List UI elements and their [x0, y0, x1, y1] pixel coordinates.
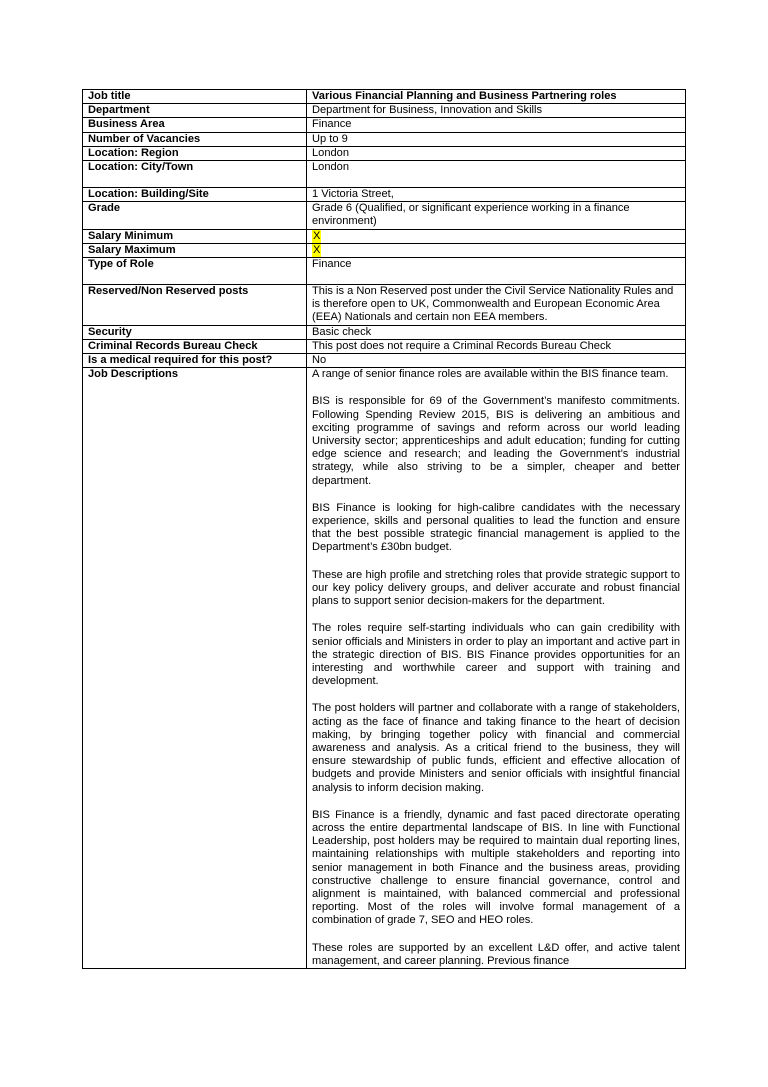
row-grade: [83, 202, 686, 229]
label-location-city: Location: City/Town: [83, 161, 307, 188]
row-job-title: [83, 90, 686, 104]
value-job-descriptions: [307, 368, 686, 969]
row-number-of-vacancies: [83, 132, 686, 146]
job-description-paragraph: These are high profile and stretching roles that provide strategic support to our key policy delivery groups, and deliver accurate and robust financial plans to support senior decision-makers for the department.: [312, 568, 680, 608]
job-description-paragraph: The post holders will partner and collaborate with a range of stakeholders, acting as the face of finance and taking finance to the heart of decision making, by bringing together policy with financial and commercial awareness and analysis. As a critical friend to the business, they will ensure stewardship of public funds, efficient and effective allocation of budgets and provide Ministers and senior officials with insightful financial analysis to inform decision making.: [312, 702, 680, 794]
job-description-paragraph: BIS is responsible for 69 of the Government’s manifesto commitments. Following Spending Review 2015, BIS is delivering an ambitious and exciting programme of savings and reform across our world leading University sector; apprenticeships and adult education; funding for cutting edge science and research; and leading the Government’s industrial strategy, while also striving to be a simpler, cheaper and better department.: [312, 395, 680, 487]
row-location-building: [83, 188, 686, 202]
row-security: [83, 325, 686, 339]
value-security: Basic check: [307, 325, 686, 339]
value-medical-required: No: [307, 354, 686, 368]
row-department: [83, 104, 686, 118]
label-crb-check: Criminal Records Bureau Check: [83, 339, 307, 353]
label-security: Security: [83, 325, 307, 339]
salary-maximum-highlight: X: [313, 243, 321, 256]
row-medical-required: [83, 354, 686, 368]
value-business-area: Finance: [307, 118, 686, 132]
row-reserved-posts: [83, 285, 686, 326]
row-job-descriptions: [83, 368, 686, 969]
value-job-title: Various Financial Planning and Business Partnering roles: [307, 90, 686, 104]
label-salary-minimum: Salary Minimum: [83, 229, 307, 243]
value-crb-check: This post does not require a Criminal Records Bureau Check: [307, 339, 686, 353]
label-reserved-posts: Reserved/Non Reserved posts: [83, 285, 307, 326]
job-spec-table: [82, 89, 686, 969]
value-department: Department for Business, Innovation and Skills: [307, 104, 686, 118]
job-description-paragraph: BIS Finance is a friendly, dynamic and fast paced directorate operating across the entire departmental landscape of BIS. In line with Functional Leadership, post holders may be required to maintain dual reporting lines, maintaining relationships with multiple stakeholders and reporting into senior management in both Finance and the business areas, providing constructive challenge to ensure financial governance, control and alignment is maintained, with balanced commercial and professional reporting. Most of the roles will involve formal management of a combination of grade 7, SEO and HEO roles.: [312, 808, 680, 927]
row-location-region: [83, 146, 686, 160]
value-type-of-role: Finance: [307, 258, 686, 285]
row-business-area: [83, 118, 686, 132]
row-salary-maximum: [83, 243, 686, 257]
job-description-paragraph: These roles are supported by an excellent L&D offer, and active talent management, and career planning. Previous finance: [312, 941, 680, 967]
label-type-of-role: Type of Role: [83, 258, 307, 285]
row-crb-check: [83, 339, 686, 353]
value-reserved-posts: This is a Non Reserved post under the Civil Service Nationality Rules and is therefore open to UK, Commonwealth and European Economic Area (EEA) Nationals and certain non EEA members.: [307, 285, 686, 326]
value-grade: Grade 6 (Qualified, or significant experience working in a finance environment): [307, 202, 686, 229]
value-location-city: London: [307, 161, 686, 188]
label-location-region: Location: Region: [83, 146, 307, 160]
label-location-building: Location: Building/Site: [83, 188, 307, 202]
job-spec-page: [82, 89, 685, 969]
row-salary-minimum: [83, 229, 686, 243]
value-location-building: 1 Victoria Street,: [307, 188, 686, 202]
value-number-of-vacancies: Up to 9: [307, 132, 686, 146]
value-salary-maximum: [307, 243, 686, 257]
label-department: Department: [83, 104, 307, 118]
label-job-title: Job title: [83, 90, 307, 104]
salary-minimum-highlight: X: [313, 229, 321, 242]
value-location-region: London: [307, 146, 686, 160]
row-location-city: [83, 161, 686, 188]
label-job-descriptions: Job Descriptions: [83, 368, 307, 969]
value-salary-minimum: [307, 229, 686, 243]
label-grade: Grade: [83, 202, 307, 229]
label-business-area: Business Area: [83, 118, 307, 132]
job-description-paragraph: The roles require self-starting individuals who can gain credibility with senior officials and Ministers in order to play an important and active part in the strategic direction of BIS. BIS Finance provides opportunities for an interesting and worthwhile career and support with training and development.: [312, 622, 680, 688]
job-description-paragraph: BIS Finance is looking for high-calibre candidates with the necessary experience, skills and personal qualities to lead the function and ensure that the best possible strategic financial management is applied to the Department’s £30bn budget.: [312, 501, 680, 554]
row-type-of-role: [83, 258, 686, 285]
label-number-of-vacancies: Number of Vacancies: [83, 132, 307, 146]
label-medical-required: Is a medical required for this post?: [83, 354, 307, 368]
job-description-paragraph: A range of senior finance roles are available within the BIS finance team.: [312, 368, 669, 381]
label-salary-maximum: Salary Maximum: [83, 243, 307, 257]
